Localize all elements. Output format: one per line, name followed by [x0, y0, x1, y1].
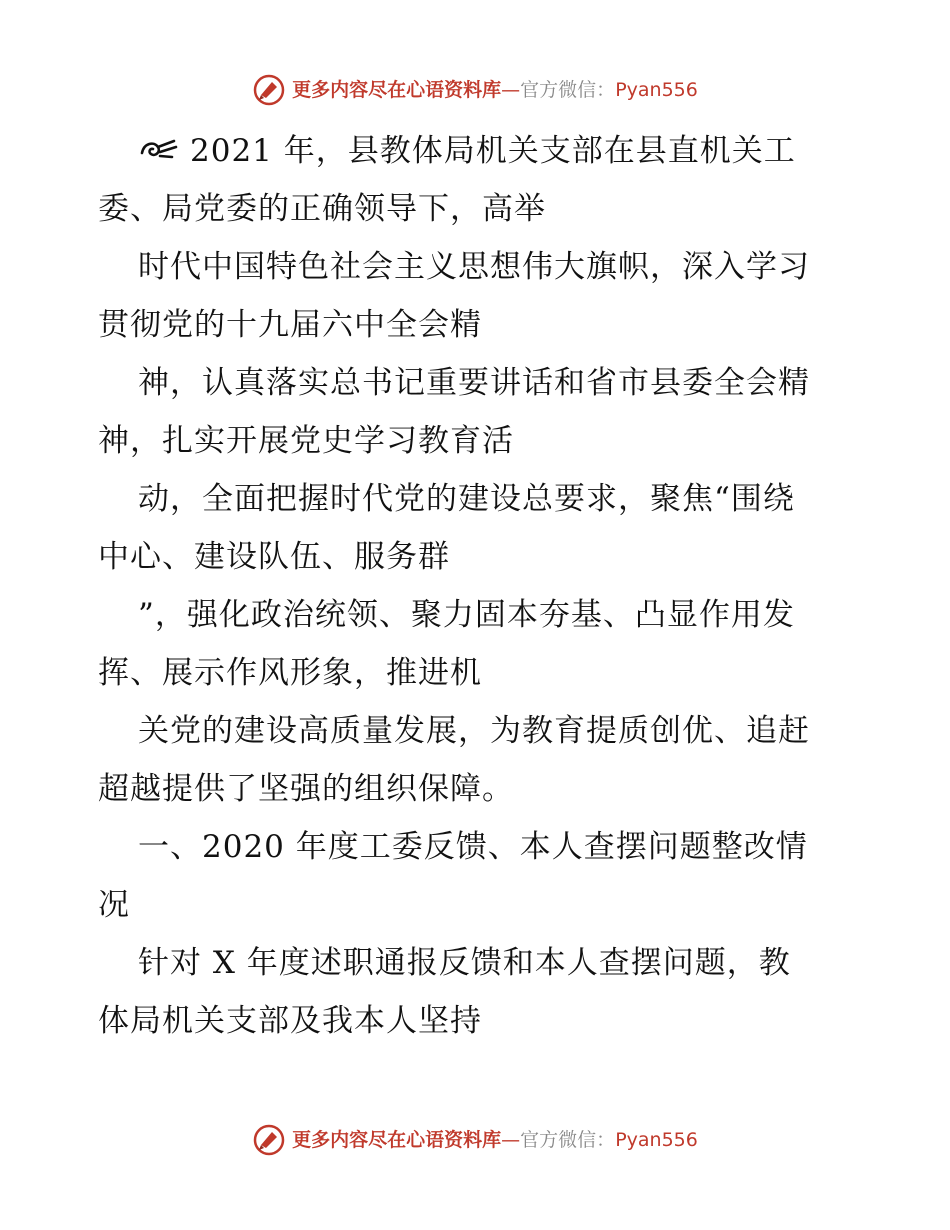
- body-line: 动，全面把握时代党的建设总要求，聚焦“围绕: [138, 481, 795, 517]
- banner-brand: 更多内容尽在心语资料库: [292, 1128, 502, 1151]
- banner-text: [292, 1128, 698, 1151]
- body-line: 神，扎实开展党史学习教育活: [98, 423, 514, 459]
- library-logo-icon: [252, 1123, 286, 1157]
- footer-banner: [0, 1120, 950, 1160]
- body-line: 中心、建设队伍、服务群: [98, 539, 450, 575]
- body-line: ”，强化政治统领、聚力固本夯基、凸显作用发: [138, 597, 795, 633]
- banner-separator: —: [501, 78, 521, 101]
- body-line: 委、局党委的正确领导下，高举: [98, 191, 546, 227]
- body-line: 时代中国特色社会主义思想伟大旗帜，深入学习: [138, 249, 810, 285]
- body-line: 关党的建设高质量发展，为教育提质创优、追赶: [138, 713, 810, 749]
- body-line: 针对 X 年度述职通报反馈和本人查摆问题，教: [138, 945, 791, 981]
- body-line: 贯彻党的十九届六中全会精: [98, 307, 482, 343]
- banner-wechat-label: 官方微信：: [520, 1128, 616, 1151]
- banner-text: [292, 78, 698, 101]
- banner-separator: —: [501, 1128, 521, 1151]
- body-line: [98, 122, 858, 180]
- body-line-text: 2021 年，县教体局机关支部在县直机关工: [190, 133, 796, 169]
- section-heading: 一、2020 年度工委反馈、本人查摆问题整改情: [138, 829, 808, 865]
- banner-wechat-id: Pyan556: [615, 1128, 698, 1151]
- body-line: 挥、展示作风形象，推进机: [98, 655, 482, 691]
- banner-wechat-label: 官方微信：: [520, 78, 616, 101]
- header-banner: [0, 70, 950, 110]
- banner-wechat-id: Pyan556: [615, 78, 698, 101]
- paragraph-ornament-icon: [138, 137, 180, 163]
- library-logo-icon: [252, 73, 286, 107]
- body-line: 神，认真落实总书记重要讲话和省市县委全会精: [138, 365, 810, 401]
- section-heading-cont: 况: [98, 887, 130, 923]
- document-body: [98, 122, 858, 1050]
- banner-brand: 更多内容尽在心语资料库: [292, 78, 502, 101]
- body-line: 体局机关支部及我本人坚持: [98, 1003, 482, 1039]
- body-line: 超越提供了坚强的组织保障。: [98, 771, 514, 807]
